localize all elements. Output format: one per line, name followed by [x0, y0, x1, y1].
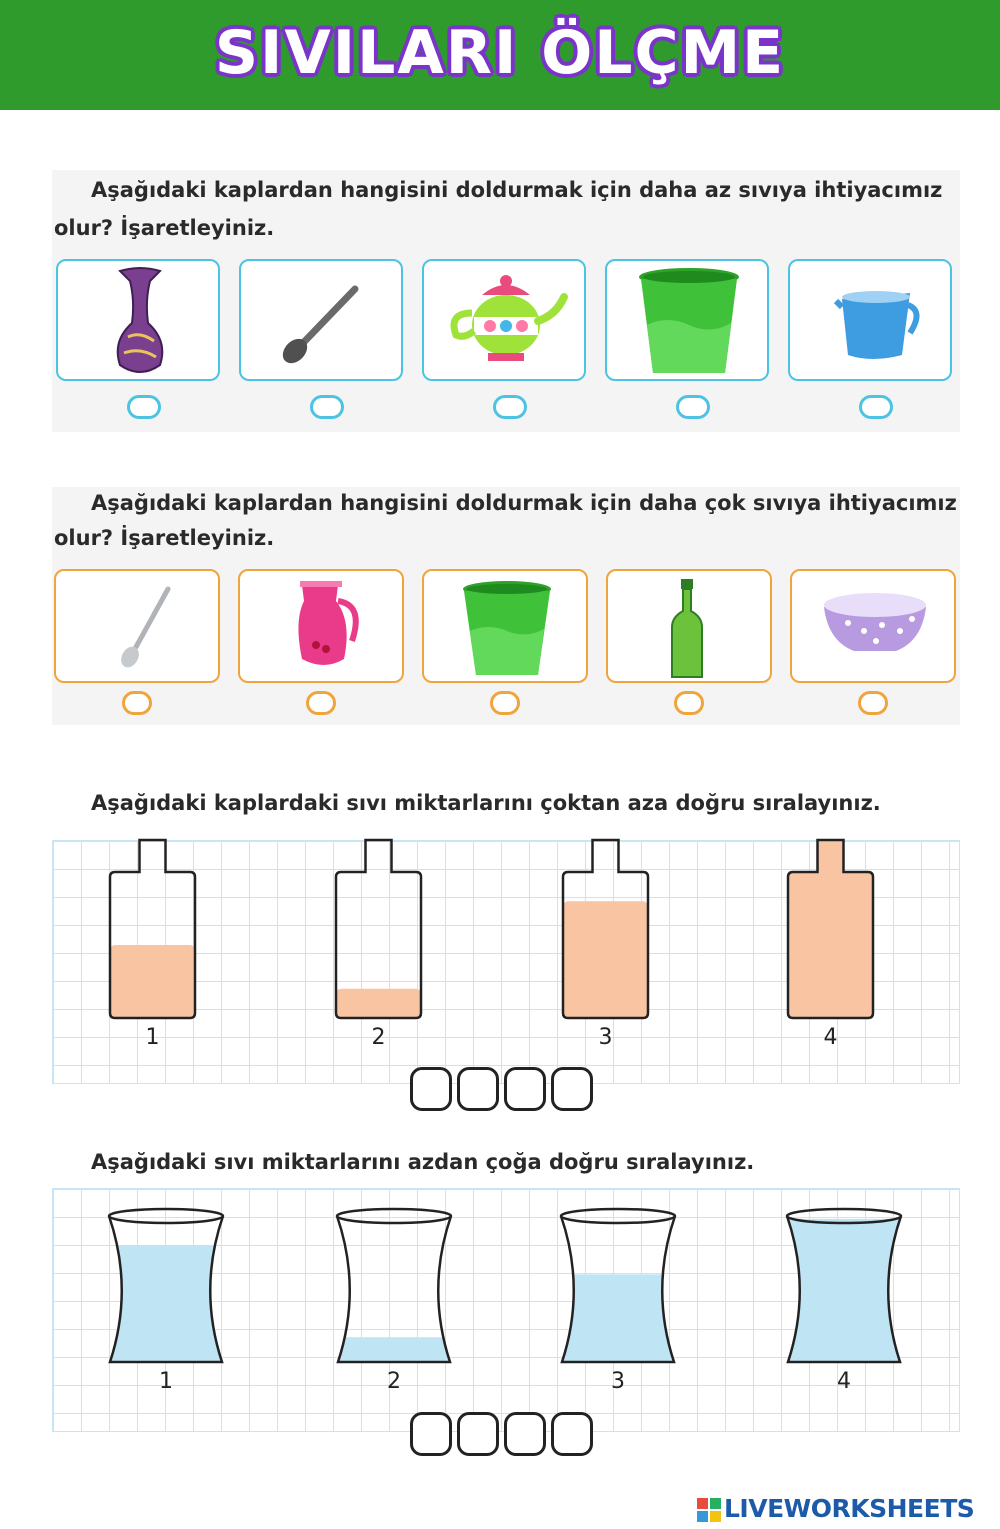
q2-option-bowl[interactable] [790, 569, 956, 683]
q1-option-measuring-jug[interactable] [788, 259, 952, 381]
bottle-label: 4 [823, 1025, 838, 1050]
bucket-icon [607, 261, 771, 383]
bottle-icon [608, 571, 774, 685]
bottle-neck-liquid [818, 840, 844, 872]
pitcher-icon [240, 571, 406, 685]
bottle-label: 2 [371, 1025, 386, 1050]
q1-checkbox-bucket[interactable] [676, 395, 710, 419]
bottle-label: 1 [145, 1025, 160, 1050]
q3-answer-box-1[interactable] [410, 1067, 452, 1111]
glass-label: 4 [837, 1369, 851, 1394]
measuring-jug-icon [790, 261, 954, 383]
vase-icon [58, 261, 222, 383]
glass-rim [337, 1209, 451, 1223]
bottle-3 [563, 840, 648, 1050]
glass-liquid [110, 1245, 222, 1362]
question-2-line-2: olur? İşaretleyiniz. [54, 526, 275, 550]
bottle-liquid [563, 901, 648, 1018]
q2-option-bottle[interactable] [606, 569, 772, 683]
glass-liquid [788, 1219, 900, 1362]
question-3-text: Aşağıdaki kaplardaki sıvı miktarlarını çoktan aza doğru sıralayınız. [91, 791, 881, 815]
page-title: SIVILARI ÖLÇME [214, 18, 786, 88]
q2-option-spoon[interactable] [54, 569, 220, 683]
q1-option-bucket[interactable] [605, 259, 769, 381]
q1-option-vase[interactable] [56, 259, 220, 381]
bottle-4 [788, 840, 873, 1050]
q2-option-pitcher[interactable] [238, 569, 404, 683]
glass-liquid [562, 1274, 674, 1362]
glass-4 [787, 1209, 901, 1394]
bottle-label: 3 [598, 1025, 613, 1050]
q1-checkbox-measuring-jug[interactable] [859, 395, 893, 419]
glasses-figure [0, 1190, 1000, 1400]
bucket-icon [424, 571, 590, 685]
q1-option-teapot[interactable] [422, 259, 586, 381]
q4-answer-box-4[interactable] [551, 1412, 593, 1456]
glass-label: 2 [387, 1369, 401, 1394]
bottles-figure [0, 830, 1000, 1060]
bottle-liquid [788, 872, 873, 1018]
q1-option-spoon[interactable] [239, 259, 403, 381]
q1-checkbox-vase[interactable] [127, 395, 161, 419]
spoon-icon [241, 261, 405, 383]
q1-checkbox-spoon[interactable] [310, 395, 344, 419]
liveworksheets-logo-icon [697, 1498, 721, 1522]
q3-answer-box-2[interactable] [457, 1067, 499, 1111]
q2-checkbox-bowl[interactable] [858, 691, 888, 715]
bottle-1 [110, 840, 195, 1050]
q2-checkbox-bottle[interactable] [674, 691, 704, 715]
bottle-2 [336, 840, 421, 1050]
logo-text: LIVEWORKSHEETS [724, 1494, 975, 1523]
q4-answer-box-3[interactable] [504, 1412, 546, 1456]
q4-answer-box-2[interactable] [457, 1412, 499, 1456]
bottle-liquid [110, 945, 195, 1018]
teapot-icon [424, 261, 588, 383]
q2-checkbox-bucket[interactable] [490, 691, 520, 715]
bottle-liquid [336, 989, 421, 1018]
glass-label: 3 [611, 1369, 625, 1394]
glass-1 [109, 1209, 223, 1394]
question-2-line-1: Aşağıdaki kaplardan hangisini doldurmak için daha çok sıvıya ihtiyacımız [91, 491, 957, 515]
q4-answer-box-1[interactable] [410, 1412, 452, 1456]
glass-label: 1 [159, 1369, 173, 1394]
q2-checkbox-spoon[interactable] [122, 691, 152, 715]
q3-answer-box-4[interactable] [551, 1067, 593, 1111]
q1-checkbox-teapot[interactable] [493, 395, 527, 419]
glass-3 [561, 1209, 675, 1394]
bowl-icon [792, 571, 958, 685]
q2-option-bucket[interactable] [422, 569, 588, 683]
question-1-line-2: olur? İşaretleyiniz. [54, 216, 275, 240]
title-banner [0, 0, 1000, 110]
glass-2 [337, 1209, 451, 1394]
question-4-text: Aşağıdaki sıvı miktarlarını azdan çoğa doğru sıralayınız. [91, 1150, 755, 1174]
q2-checkbox-pitcher[interactable] [306, 691, 336, 715]
glass-rim [561, 1209, 675, 1223]
glass-liquid [338, 1337, 450, 1362]
question-1-line-1: Aşağıdaki kaplardan hangisini doldurmak için daha az sıvıya ihtiyacımız [91, 178, 943, 202]
glass-rim [109, 1209, 223, 1223]
q3-answer-box-3[interactable] [504, 1067, 546, 1111]
spoon-icon [56, 571, 222, 685]
